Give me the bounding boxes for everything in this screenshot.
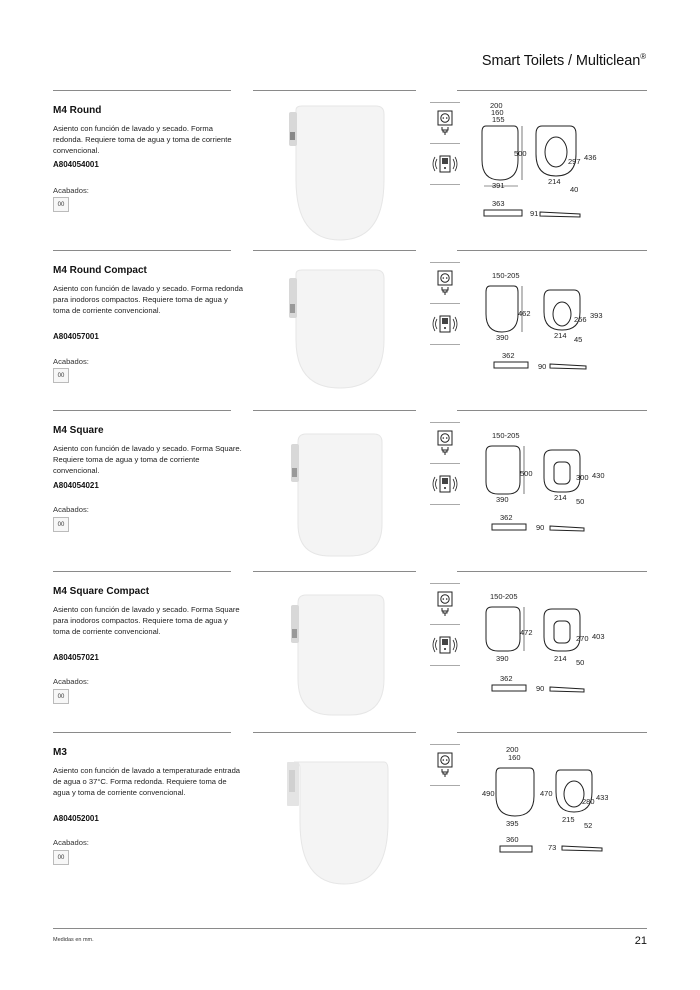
divider <box>53 732 231 733</box>
remote-control-icon <box>430 464 460 504</box>
product-section-m4-square <box>0 410 700 570</box>
technical-drawing <box>478 583 608 703</box>
product-section-m3 <box>0 732 700 892</box>
svg-text:200: 200 <box>490 102 503 110</box>
finish-swatch[interactable]: 00 <box>53 689 69 704</box>
svg-text:300: 300 <box>576 473 589 482</box>
finish-swatch[interactable]: 00 <box>53 368 69 383</box>
product-photo <box>258 100 418 245</box>
product-code: A804054021 <box>53 481 99 490</box>
svg-text:266: 266 <box>574 315 587 324</box>
product-name: M4 Round <box>53 105 102 116</box>
product-description: Asiento con función de lavado y secado. Forma redonda. Requiere toma de agua y toma de corriente convencional. <box>53 124 232 155</box>
svg-text:90: 90 <box>536 523 545 532</box>
product-section-m4-round <box>0 90 700 250</box>
svg-text:45: 45 <box>574 335 583 344</box>
feature-icons <box>430 102 460 185</box>
product-name: M4 Round Compact <box>53 265 147 276</box>
remote-control-icon <box>430 625 460 665</box>
remote-control-icon <box>430 304 460 344</box>
page-title: Smart Toilets / Multiclean® <box>481 52 646 69</box>
power-socket-plug-icon <box>430 745 460 785</box>
svg-text:200: 200 <box>506 745 519 754</box>
product-name: M3 <box>53 747 67 758</box>
divider <box>457 250 647 251</box>
product-photo <box>258 581 418 726</box>
feature-icons <box>430 583 460 666</box>
svg-text:391: 391 <box>492 181 505 190</box>
svg-text:160: 160 <box>491 108 504 117</box>
svg-text:390: 390 <box>496 654 509 663</box>
svg-text:395: 395 <box>506 819 519 828</box>
technical-drawing <box>478 102 608 222</box>
technical-drawing <box>478 422 608 542</box>
svg-text:472: 472 <box>520 628 533 637</box>
finish-swatch[interactable]: 00 <box>53 850 69 865</box>
svg-text:214: 214 <box>554 331 567 340</box>
finish-swatch[interactable]: 00 <box>53 197 69 212</box>
product-photo <box>258 260 418 405</box>
product-description: Asiento con función de lavado y secado. Forma redonda para inodoros compactos. Requiere toma de agua y toma de corriente convencional. <box>53 284 243 315</box>
finish-label: Acabados: <box>53 186 89 195</box>
product-description: Asiento con función de lavado a temperaturade entrada de agua o 37°C. Forma redonda. Requiere toma de agua y toma de corriente convencional. <box>53 766 241 797</box>
svg-text:297: 297 <box>568 157 581 166</box>
svg-text:490: 490 <box>482 789 495 798</box>
footer-note: Medidas en mm. <box>53 937 94 943</box>
power-socket-plug-icon <box>430 423 460 463</box>
svg-text:362: 362 <box>502 351 515 360</box>
finish-label: Acabados: <box>53 505 89 514</box>
svg-text:91: 91 <box>530 209 539 218</box>
svg-text:155: 155 <box>492 115 505 124</box>
divider <box>253 250 416 251</box>
finish-swatch[interactable]: 00 <box>53 517 69 532</box>
footer-divider <box>53 928 647 929</box>
svg-text:90: 90 <box>538 362 547 371</box>
svg-text:280: 280 <box>582 797 595 806</box>
svg-text:470: 470 <box>540 789 553 798</box>
svg-text:393: 393 <box>590 311 603 320</box>
feature-icons <box>430 744 460 786</box>
svg-text:390: 390 <box>496 495 509 504</box>
page-number: 21 <box>634 935 647 947</box>
svg-text:403: 403 <box>592 632 605 641</box>
divider <box>253 571 416 572</box>
svg-text:390: 390 <box>496 333 509 342</box>
svg-text:433: 433 <box>596 793 608 802</box>
product-name: M4 Square Compact <box>53 586 150 597</box>
svg-text:150-205: 150-205 <box>492 431 520 440</box>
product-photo <box>258 742 418 887</box>
product-code: A804054001 <box>53 160 99 169</box>
svg-text:160: 160 <box>508 753 521 762</box>
product-code: A804057001 <box>53 332 99 341</box>
svg-text:214: 214 <box>548 177 561 186</box>
product-code: A804057021 <box>53 653 99 662</box>
svg-text:150-205: 150-205 <box>492 271 520 280</box>
divider <box>457 732 647 733</box>
svg-text:270: 270 <box>576 634 589 643</box>
product-photo <box>258 420 418 565</box>
divider <box>53 571 231 572</box>
svg-text:500: 500 <box>514 149 527 158</box>
product-name: M4 Square <box>53 425 104 436</box>
svg-text:215: 215 <box>562 815 575 824</box>
svg-text:500: 500 <box>520 469 533 478</box>
svg-text:50: 50 <box>576 497 585 506</box>
svg-text:40: 40 <box>570 185 579 194</box>
divider <box>457 571 647 572</box>
svg-text:362: 362 <box>500 513 513 522</box>
divider <box>53 90 231 91</box>
finish-label: Acabados: <box>53 838 89 847</box>
product-code: A804052001 <box>53 814 99 823</box>
divider <box>253 90 416 91</box>
divider <box>457 410 647 411</box>
svg-text:214: 214 <box>554 654 567 663</box>
divider <box>53 410 231 411</box>
divider <box>253 410 416 411</box>
remote-control-icon <box>430 144 460 184</box>
svg-text:73: 73 <box>548 843 557 852</box>
divider <box>457 90 647 91</box>
feature-icons <box>430 262 460 345</box>
product-description: Asiento con función de lavado y secado. Forma Square para inodoros compactos. Requiere toma de agua y toma de corriente convencional. <box>53 605 240 636</box>
power-socket-plug-icon <box>430 584 460 624</box>
svg-text:150-205: 150-205 <box>490 592 518 601</box>
svg-text:362: 362 <box>500 674 513 683</box>
svg-text:360: 360 <box>506 835 519 844</box>
svg-text:90: 90 <box>536 684 545 693</box>
feature-icons <box>430 422 460 505</box>
finish-label: Acabados: <box>53 357 89 366</box>
svg-text:462: 462 <box>518 309 531 318</box>
svg-text:52: 52 <box>584 821 593 830</box>
divider <box>53 250 231 251</box>
svg-text:50: 50 <box>576 658 585 667</box>
divider <box>253 732 416 733</box>
power-socket-plug-icon <box>430 263 460 303</box>
svg-text:363: 363 <box>492 199 505 208</box>
svg-text:436: 436 <box>584 153 597 162</box>
product-description: Asiento con función de lavado y secado. Forma Square. Requiere toma de agua y toma de corriente convencional. <box>53 444 242 475</box>
finish-label: Acabados: <box>53 677 89 686</box>
product-section-m4-round-compact <box>0 250 700 410</box>
technical-drawing <box>478 744 608 864</box>
svg-text:430: 430 <box>592 471 605 480</box>
technical-drawing <box>478 262 608 382</box>
svg-text:214: 214 <box>554 493 567 502</box>
power-socket-plug-icon <box>430 103 460 143</box>
product-section-m4-square-compact <box>0 571 700 731</box>
